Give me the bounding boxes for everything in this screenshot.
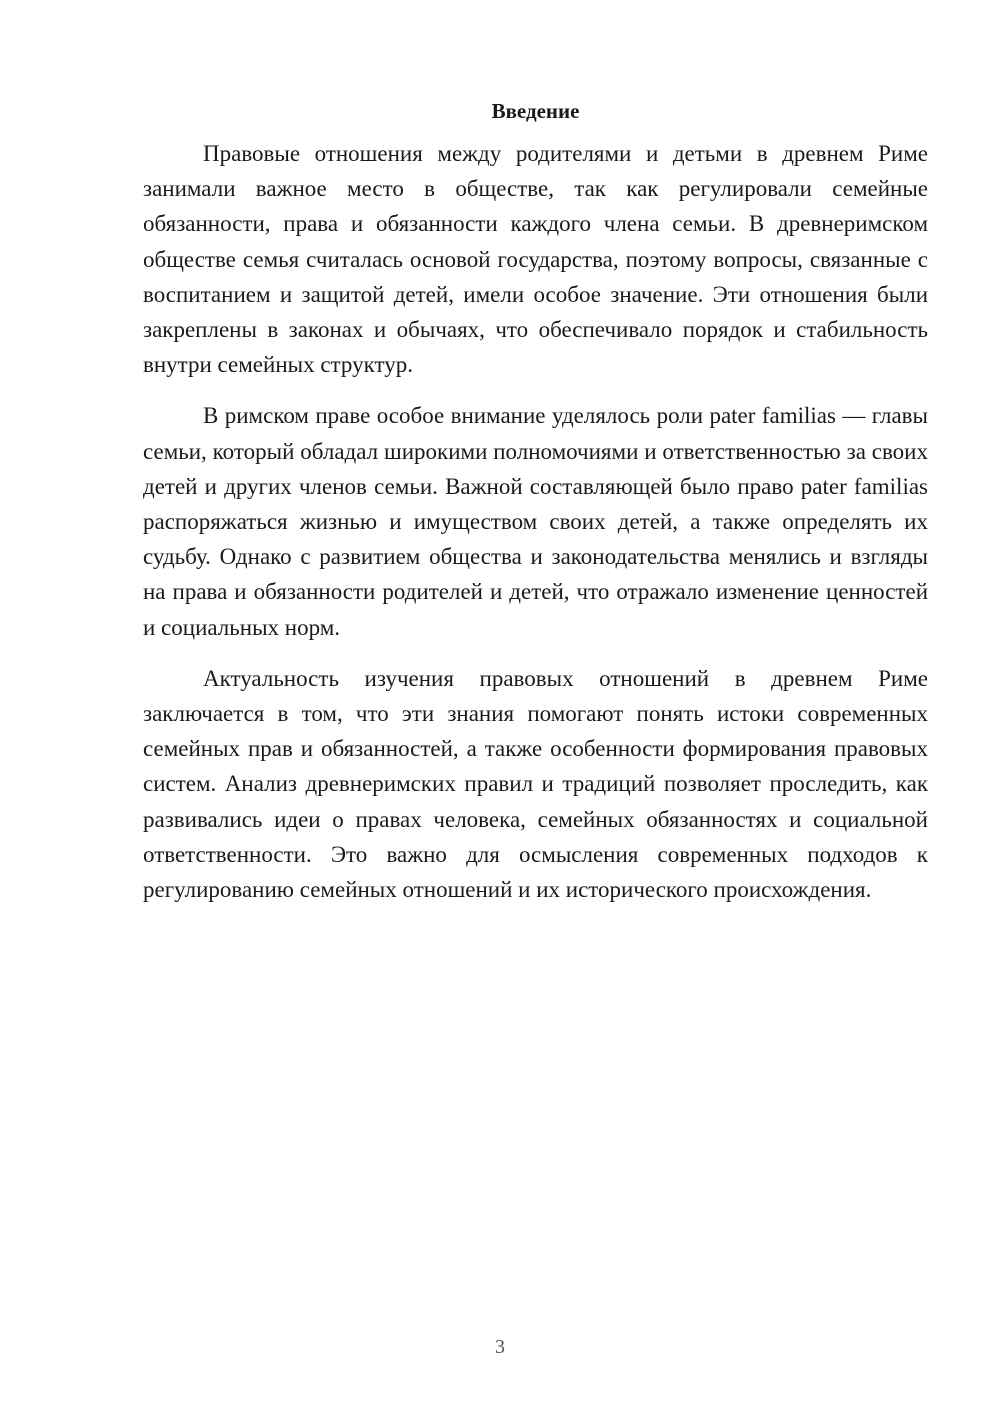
paragraph-3: Актуальность изучения правовых отношений в древнем Риме заключается в том, что эти знания помогают понять истоки современных семейных прав и обязанностей, а также особенности формирования правовых систем. Анализ древнеримских правил и традиций позволяет проследить, как развивались идеи о правах человека, семейных обязанностях и социальной ответственности. Это важно для осмысления современных подходов к регулированию семейных отношений и их исторического происхождения. (143, 665, 928, 903)
paragraph-2: В римском праве особое внимание уделялось роли pater familias — главы семьи, который обладал широкими полномочиями и ответственностью за своих детей и других членов семьи. Важной составляющей было право pater familias распоряжаться жизнью и имуществом своих детей, а также определять их судьбу. Однако с развитием общества и законодательства менялись и взгляды на права и обязанности родителей и детей, что отражало изменение ценностей и социальных норм. (143, 403, 928, 640)
page-number: 3 (495, 1336, 505, 1358)
page-content (143, 96, 928, 907)
section-heading: Введение (491, 99, 580, 123)
paragraph-1: Правовые отношения между родителями и детьми в древнем Риме занимали важное место в обществе, так как регулировали семейные обязанности, права и обязанности каждого члена семьи. В древнеримском обществе семья считалась основой государства, поэтому вопросы, связанные с воспитанием и защитой детей, имели особое значение. Эти отношения были закреплены в законах и обычаях, что обеспечивало порядок и стабильность внутри семейных структур. (143, 141, 928, 378)
